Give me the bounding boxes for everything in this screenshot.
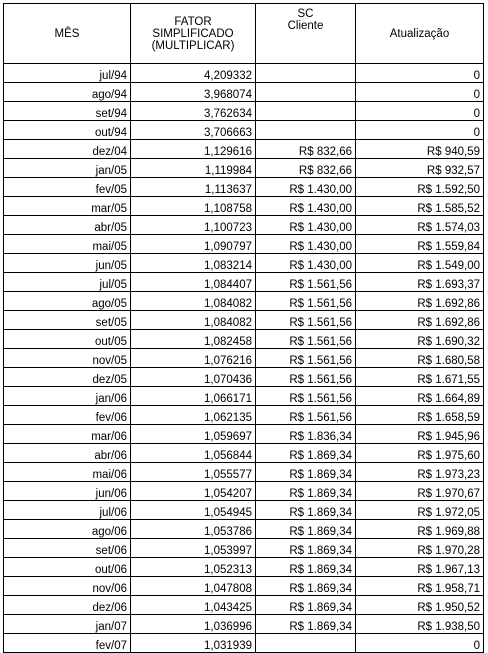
cell-sc-cliente: R$ 1.869,34 <box>256 577 356 596</box>
cell-sc-cliente: R$ 1.869,34 <box>256 482 356 501</box>
cell-sc-cliente: R$ 1.869,34 <box>256 444 356 463</box>
cell-mes: fev/05 <box>4 178 131 197</box>
cell-atualizacao: R$ 1.671,55 <box>356 368 484 387</box>
table-row <box>4 406 484 425</box>
cell-fator: 1,055577 <box>131 463 256 482</box>
cell-fator: 1,054207 <box>131 482 256 501</box>
cell-fator: 4,209332 <box>131 64 256 83</box>
cell-mes: jan/05 <box>4 159 131 178</box>
cell-atualizacao: R$ 1.690,32 <box>356 330 484 349</box>
cell-atualizacao: R$ 1.938,50 <box>356 615 484 634</box>
cell-sc-cliente: R$ 1.561,56 <box>256 330 356 349</box>
table-row <box>4 539 484 558</box>
cell-mes: jun/05 <box>4 254 131 273</box>
table-row <box>4 368 484 387</box>
cell-mes: jan/06 <box>4 387 131 406</box>
table-row <box>4 121 484 140</box>
cell-mes: ago/94 <box>4 83 131 102</box>
table-row <box>4 501 484 520</box>
cell-mes: mar/06 <box>4 425 131 444</box>
cell-fator: 1,083214 <box>131 254 256 273</box>
cell-mes: dez/04 <box>4 140 131 159</box>
cell-mes: fev/07 <box>4 634 131 653</box>
cell-mes: dez/05 <box>4 368 131 387</box>
header-atualizacao: Atualização <box>356 4 484 64</box>
cell-sc-cliente: R$ 1.869,34 <box>256 596 356 615</box>
cell-fator: 1,108758 <box>131 197 256 216</box>
cell-mes: fev/06 <box>4 406 131 425</box>
cell-sc-cliente: R$ 1.430,00 <box>256 197 356 216</box>
cell-sc-cliente: R$ 1.869,34 <box>256 463 356 482</box>
cell-fator: 1,084082 <box>131 292 256 311</box>
cell-atualizacao: R$ 1.970,28 <box>356 539 484 558</box>
table-body <box>4 64 484 653</box>
cell-sc-cliente <box>256 634 356 653</box>
table-row <box>4 330 484 349</box>
cell-sc-cliente: R$ 1.561,56 <box>256 273 356 292</box>
table-row <box>4 216 484 235</box>
cell-fator: 1,119984 <box>131 159 256 178</box>
cell-sc-cliente: R$ 1.869,34 <box>256 539 356 558</box>
data-table <box>3 3 484 653</box>
cell-fator: 1,070436 <box>131 368 256 387</box>
cell-mes: set/06 <box>4 539 131 558</box>
cell-fator: 1,100723 <box>131 216 256 235</box>
header-fator-line1: FATOR <box>174 15 212 28</box>
cell-atualizacao: R$ 1.664,89 <box>356 387 484 406</box>
table-row <box>4 197 484 216</box>
cell-mes: jan/07 <box>4 615 131 634</box>
table-row <box>4 520 484 539</box>
cell-atualizacao: R$ 1.574,03 <box>356 216 484 235</box>
cell-sc-cliente: R$ 832,66 <box>256 140 356 159</box>
cell-mes: nov/05 <box>4 349 131 368</box>
cell-fator: 1,066171 <box>131 387 256 406</box>
cell-mes: ago/06 <box>4 520 131 539</box>
cell-mes: set/05 <box>4 311 131 330</box>
cell-atualizacao: R$ 1.973,23 <box>356 463 484 482</box>
cell-fator: 1,059697 <box>131 425 256 444</box>
cell-sc-cliente <box>256 64 356 83</box>
cell-atualizacao: R$ 1.658,59 <box>356 406 484 425</box>
cell-sc-cliente: R$ 1.869,34 <box>256 501 356 520</box>
cell-sc-cliente <box>256 121 356 140</box>
table-row <box>4 140 484 159</box>
cell-atualizacao: 0 <box>356 64 484 83</box>
cell-atualizacao: R$ 1.585,52 <box>356 197 484 216</box>
table-row <box>4 387 484 406</box>
cell-fator: 1,084082 <box>131 311 256 330</box>
cell-atualizacao: R$ 1.970,67 <box>356 482 484 501</box>
cell-sc-cliente: R$ 1.430,00 <box>256 178 356 197</box>
cell-fator: 1,084407 <box>131 273 256 292</box>
table-row <box>4 235 484 254</box>
header-fator-line2: SIMPLIFICADO <box>152 27 234 40</box>
cell-atualizacao: R$ 1.950,52 <box>356 596 484 615</box>
table-row <box>4 64 484 83</box>
cell-fator: 1,031939 <box>131 634 256 653</box>
cell-mes: mar/05 <box>4 197 131 216</box>
cell-fator: 1,090797 <box>131 235 256 254</box>
cell-fator: 1,062135 <box>131 406 256 425</box>
cell-mes: out/94 <box>4 121 131 140</box>
cell-sc-cliente: R$ 1.561,56 <box>256 406 356 425</box>
cell-fator: 1,082458 <box>131 330 256 349</box>
cell-atualizacao: R$ 932,57 <box>356 159 484 178</box>
cell-sc-cliente: R$ 1.561,56 <box>256 311 356 330</box>
header-fator <box>131 4 256 64</box>
table-row <box>4 83 484 102</box>
table-row <box>4 596 484 615</box>
table-row <box>4 102 484 121</box>
header-sc-line2: Cliente <box>287 20 324 32</box>
cell-fator: 3,706663 <box>131 121 256 140</box>
cell-atualizacao: R$ 1.692,86 <box>356 292 484 311</box>
cell-atualizacao: R$ 1.972,05 <box>356 501 484 520</box>
cell-mes: ago/05 <box>4 292 131 311</box>
cell-fator: 1,053786 <box>131 520 256 539</box>
table-row <box>4 254 484 273</box>
cell-fator: 1,076216 <box>131 349 256 368</box>
cell-sc-cliente: R$ 832,66 <box>256 159 356 178</box>
cell-fator: 1,054945 <box>131 501 256 520</box>
header-row <box>4 4 484 64</box>
cell-fator: 1,053997 <box>131 539 256 558</box>
cell-atualizacao: R$ 1.975,60 <box>356 444 484 463</box>
cell-mes: jul/05 <box>4 273 131 292</box>
cell-atualizacao: R$ 1.559,84 <box>356 235 484 254</box>
cell-mes: out/05 <box>4 330 131 349</box>
cell-fator: 1,043425 <box>131 596 256 615</box>
table-row <box>4 444 484 463</box>
cell-sc-cliente: R$ 1.561,56 <box>256 387 356 406</box>
cell-sc-cliente: R$ 1.561,56 <box>256 368 356 387</box>
cell-fator: 1,056844 <box>131 444 256 463</box>
table-row <box>4 273 484 292</box>
cell-sc-cliente: R$ 1.430,00 <box>256 254 356 273</box>
cell-atualizacao: R$ 1.692,86 <box>356 311 484 330</box>
cell-atualizacao: R$ 1.680,58 <box>356 349 484 368</box>
cell-atualizacao: R$ 1.693,37 <box>356 273 484 292</box>
cell-fator: 1,129616 <box>131 140 256 159</box>
header-sc-cliente <box>256 4 356 64</box>
cell-atualizacao: R$ 1.592,50 <box>356 178 484 197</box>
header-fator-line3: (MULTIPLICAR) <box>151 39 235 52</box>
cell-mes: nov/06 <box>4 577 131 596</box>
cell-mes: abr/05 <box>4 216 131 235</box>
table-row <box>4 463 484 482</box>
cell-sc-cliente: R$ 1.836,34 <box>256 425 356 444</box>
table-row <box>4 482 484 501</box>
cell-sc-cliente: R$ 1.561,56 <box>256 349 356 368</box>
cell-mes: dez/06 <box>4 596 131 615</box>
cell-sc-cliente: R$ 1.869,34 <box>256 520 356 539</box>
cell-atualizacao: R$ 1.549,00 <box>356 254 484 273</box>
table-row <box>4 292 484 311</box>
cell-mes: jul/94 <box>4 64 131 83</box>
table-row <box>4 558 484 577</box>
cell-mes: jul/06 <box>4 501 131 520</box>
cell-fator: 3,762634 <box>131 102 256 121</box>
cell-sc-cliente: R$ 1.869,34 <box>256 558 356 577</box>
cell-atualizacao: R$ 940,59 <box>356 140 484 159</box>
header-sc-line1: SC <box>297 8 314 20</box>
cell-atualizacao: R$ 1.958,71 <box>356 577 484 596</box>
cell-sc-cliente <box>256 102 356 121</box>
table-row <box>4 577 484 596</box>
table-row <box>4 311 484 330</box>
cell-atualizacao: R$ 1.969,88 <box>356 520 484 539</box>
cell-fator: 3,968074 <box>131 83 256 102</box>
cell-atualizacao: 0 <box>356 83 484 102</box>
cell-atualizacao: 0 <box>356 121 484 140</box>
cell-mes: out/06 <box>4 558 131 577</box>
cell-sc-cliente: R$ 1.430,00 <box>256 216 356 235</box>
cell-mes: mai/05 <box>4 235 131 254</box>
cell-mes: jun/06 <box>4 482 131 501</box>
cell-atualizacao: R$ 1.967,13 <box>356 558 484 577</box>
cell-atualizacao: 0 <box>356 102 484 121</box>
cell-fator: 1,113637 <box>131 178 256 197</box>
header-mes: MÊS <box>4 4 131 64</box>
table-row <box>4 349 484 368</box>
table-row <box>4 178 484 197</box>
cell-atualizacao: R$ 1.945,96 <box>356 425 484 444</box>
cell-mes: mai/06 <box>4 463 131 482</box>
cell-fator: 1,052313 <box>131 558 256 577</box>
cell-atualizacao: 0 <box>356 634 484 653</box>
cell-mes: set/94 <box>4 102 131 121</box>
cell-mes: abr/06 <box>4 444 131 463</box>
cell-sc-cliente <box>256 83 356 102</box>
cell-sc-cliente: R$ 1.561,56 <box>256 292 356 311</box>
cell-fator: 1,036996 <box>131 615 256 634</box>
table-row <box>4 425 484 444</box>
table-row <box>4 615 484 634</box>
table-row <box>4 634 484 653</box>
cell-sc-cliente: R$ 1.869,34 <box>256 615 356 634</box>
cell-sc-cliente: R$ 1.430,00 <box>256 235 356 254</box>
cell-fator: 1,047808 <box>131 577 256 596</box>
table-row <box>4 159 484 178</box>
